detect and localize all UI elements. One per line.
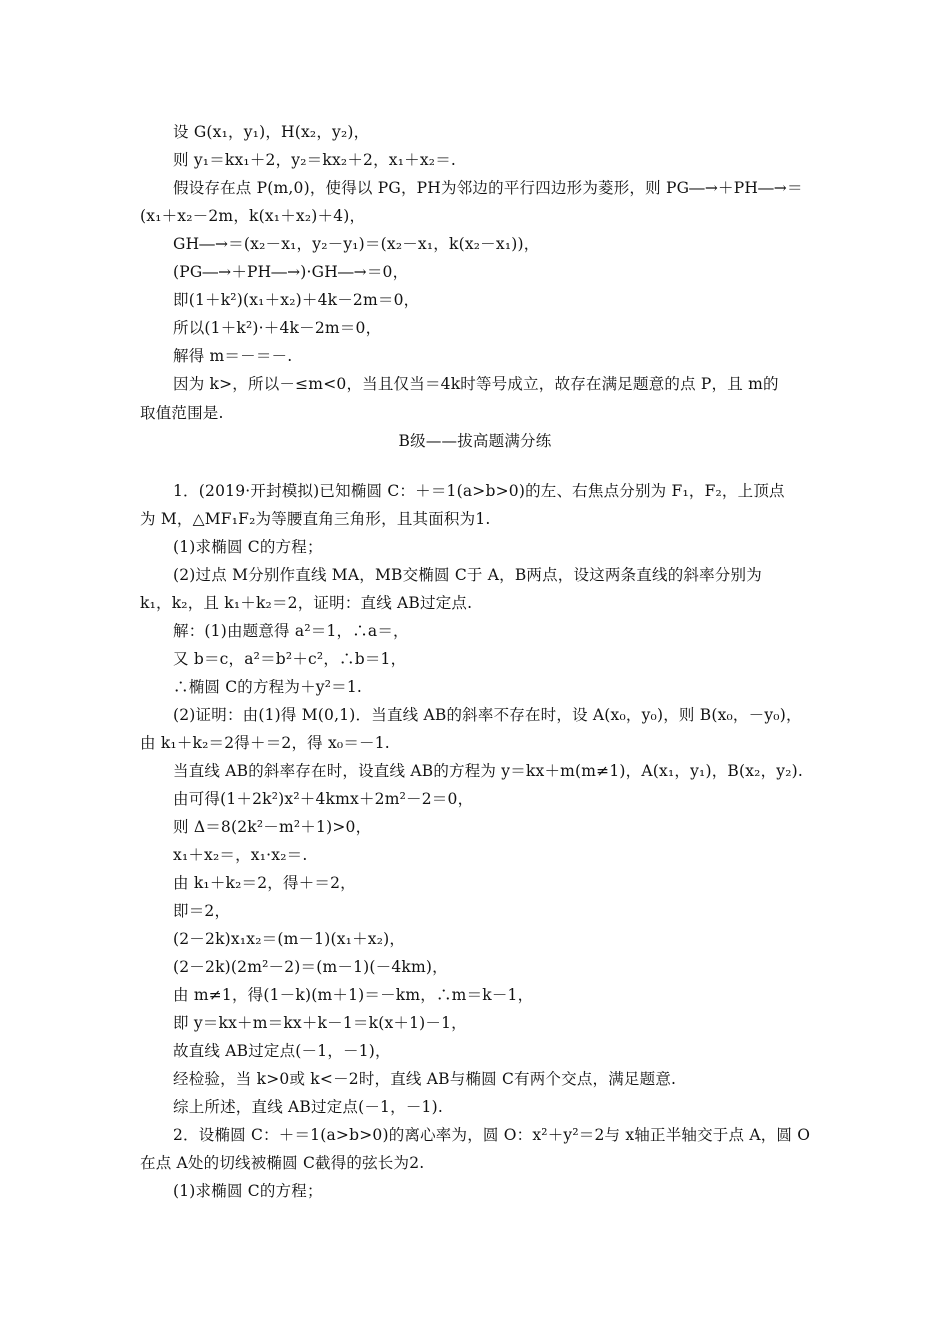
- text-line: 取值范围是.: [140, 404, 224, 422]
- text-line: 即＝2，: [173, 902, 231, 920]
- text-line: (2)证明：由(1)得 M(0,1)．当直线 AB的斜率不存在时，设 A(x₀，y₀)，则 B(x₀，－y₀)，: [173, 706, 802, 724]
- text-line: 设 G(x₁，y₁)，H(x₂，y₂)，: [173, 123, 370, 141]
- text-line: 解得 m＝－＝－.: [173, 347, 293, 365]
- text-line: k₁，k₂，且 k₁＋k₂＝2，证明：直线 AB过定点.: [140, 594, 473, 612]
- text-line: 综上所述，直线 AB过定点(－1，－1).: [173, 1098, 443, 1116]
- text-line: 由 k₁＋k₂＝2得＋＝2，得 x₀＝－1.: [140, 734, 390, 752]
- text-line: 则 y₁＝kx₁＋2，y₂＝kx₂＋2，x₁＋x₂＝.: [173, 151, 457, 169]
- text-line: 由可得(1＋2k²)x²＋4kmx＋2m²－2＝0，: [173, 790, 474, 808]
- text-line: 为 M，△MF₁F₂为等腰直角三角形，且其面积为1.: [140, 510, 491, 528]
- text-line: 由 m≠1，得(1－k)(m＋1)＝－km，∴m＝k－1，: [173, 986, 534, 1004]
- text-line: 则 Δ＝8(2k²－m²＋1)>0，: [173, 818, 372, 836]
- text-line: (2－2k)(2m²－2)＝(m－1)(－4km)，: [173, 958, 448, 976]
- text-line: 在点 A处的切线被椭圆 C截得的弦长为2.: [140, 1154, 425, 1172]
- text-line: 又 b＝c，a²＝b²＋c²，∴b＝1，: [173, 650, 407, 668]
- text-line: 假设存在点 P(m,0)，使得以 PG，PH为邻边的平行四边形为菱形，则 PG―→＋PH―→＝: [173, 179, 803, 197]
- text-line: (x₁＋x₂－2m，k(x₁＋x₂)＋4)，: [140, 207, 366, 225]
- section-heading: B级——拔高题满分练: [398, 432, 552, 450]
- text-line: 经检验，当 k>0或 k<－2时，直线 AB与椭圆 C有两个交点，满足题意.: [173, 1070, 677, 1088]
- text-line: 即 y＝kx＋m＝kx＋k－1＝k(x＋1)－1，: [173, 1014, 467, 1032]
- text-line: (2)过点 M分别作直线 MA，MB交椭圆 C于 A，B两点，设这两条直线的斜率分别为: [173, 566, 762, 584]
- text-line: (PG―→＋PH―→)·GH―→＝0，: [173, 263, 409, 281]
- text-line: (2－2k)x₁x₂＝(m－1)(x₁＋x₂)，: [173, 930, 406, 948]
- text-line: 即(1＋k²)(x₁＋x₂)＋4k－2m＝0，: [173, 291, 420, 309]
- text-line: 因为 k>，所以－≤m<0，当且仅当＝4k时等号成立，故存在满足题意的点 P，且 m的: [173, 375, 779, 393]
- text-line: GH―→＝(x₂－x₁，y₂－y₁)＝(x₂－x₁，k(x₂－x₁))，: [173, 235, 540, 253]
- text-line: (1)求椭圆 C的方程；: [173, 1182, 323, 1200]
- text-line: 1．(2019·开封模拟)已知椭圆 C：＋＝1(a>b>0)的左、右焦点分别为 F₁，F₂，上顶点: [173, 482, 785, 500]
- text-line: 2．设椭圆 C：＋＝1(a>b>0)的离心率为，圆 O：x²＋y²＝2与 x轴正半轴交于点 A，圆 O: [173, 1126, 811, 1144]
- text-line: (1)求椭圆 C的方程；: [173, 538, 323, 556]
- text-line: 解：(1)由题意得 a²＝1，∴a＝，: [173, 622, 409, 640]
- text-line: 故直线 AB过定点(－1，－1)，: [173, 1042, 391, 1060]
- text-line: x₁＋x₂＝，x₁·x₂＝.: [173, 846, 308, 864]
- text-line: 所以(1＋k²)·＋4k－2m＝0，: [173, 319, 382, 337]
- text-line: 由 k₁＋k₂＝2，得＋＝2，: [173, 874, 356, 892]
- text-line: 当直线 AB的斜率存在时，设直线 AB的方程为 y＝kx＋m(m≠1)，A(x₁，y₁)，B(x₂，y₂).: [173, 762, 804, 780]
- text-line: ∴椭圆 C的方程为＋y²＝1.: [173, 678, 363, 696]
